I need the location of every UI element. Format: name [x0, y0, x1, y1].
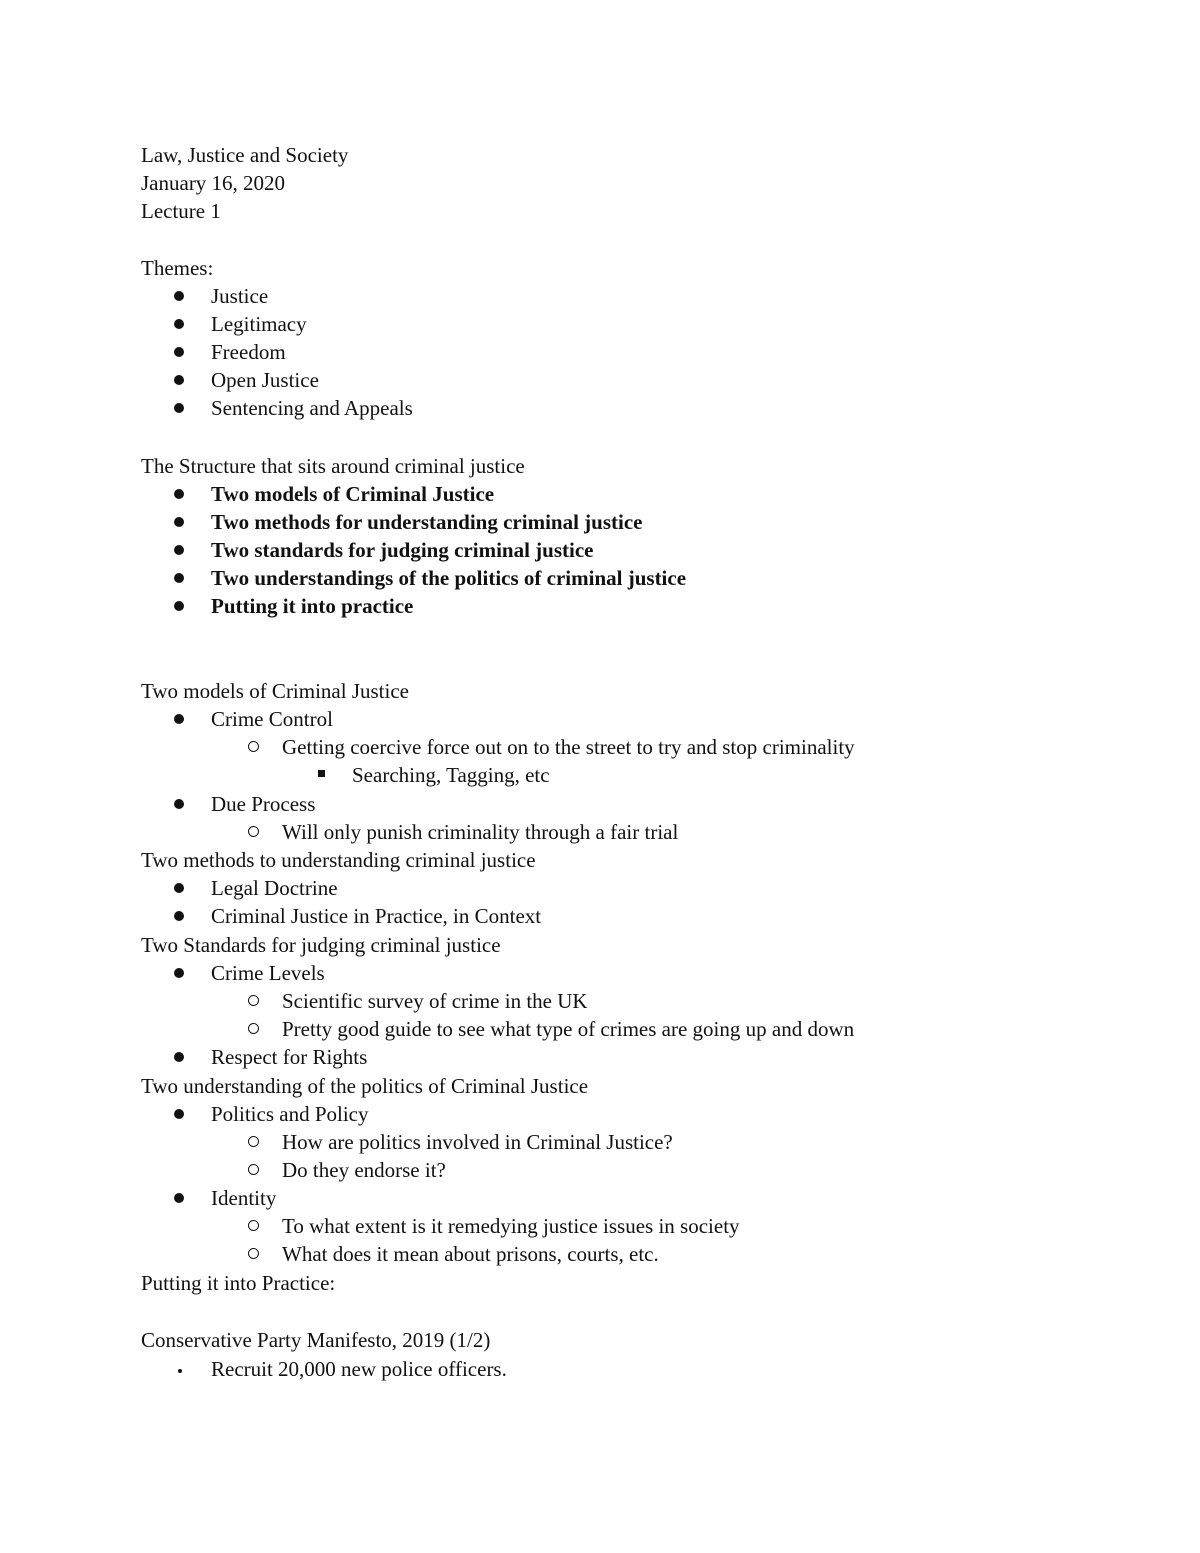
identity-detail: To what extent is it remedying justice issues in society — [282, 1214, 740, 1238]
theme-item: Justice — [211, 284, 269, 308]
model-crime-control: Crime Control — [211, 707, 333, 731]
circle-bullet-icon — [248, 1248, 259, 1259]
crime-control-detail: Getting coercive force out on to the street to try and stop criminality — [282, 735, 855, 759]
bullet-icon — [174, 911, 184, 921]
standard-crime-levels: Crime Levels — [211, 961, 325, 985]
due-process-detail: Will only punish criminality through a fair trial — [282, 820, 679, 844]
square-bullet-icon — [318, 770, 325, 777]
method-item: Legal Doctrine — [211, 876, 338, 900]
bullet-icon — [174, 347, 184, 357]
manifesto-heading: Conservative Party Manifesto, 2019 (1/2) — [141, 1328, 491, 1352]
standard-respect-rights: Respect for Rights — [211, 1045, 368, 1069]
crime-control-example: Searching, Tagging, etc — [352, 763, 550, 787]
structure-heading: The Structure that sits around criminal justice — [141, 454, 525, 478]
circle-bullet-icon — [248, 1023, 259, 1034]
bullet-icon — [174, 489, 184, 499]
course-title: Law, Justice and Society — [141, 143, 349, 167]
crime-levels-detail: Pretty good guide to see what type of crimes are going up and down — [282, 1017, 855, 1041]
politics-policy: Politics and Policy — [211, 1102, 369, 1126]
bullet-icon — [174, 883, 184, 893]
theme-item: Open Justice — [211, 368, 319, 392]
manifesto-item: Recruit 20,000 new police officers. — [211, 1357, 507, 1381]
bullet-icon — [174, 1052, 184, 1062]
bullet-icon — [174, 714, 184, 724]
bullet-icon — [174, 1193, 184, 1203]
circle-bullet-icon — [248, 741, 259, 752]
circle-bullet-icon — [248, 1220, 259, 1231]
bullet-icon — [174, 545, 184, 555]
bullet-icon — [174, 573, 184, 583]
circle-bullet-icon — [248, 826, 259, 837]
bullet-icon — [174, 403, 184, 413]
standards-heading: Two Standards for judging criminal justice — [141, 933, 501, 957]
theme-item: Freedom — [211, 340, 286, 364]
circle-bullet-icon — [248, 1136, 259, 1147]
crime-levels-detail: Scientific survey of crime in the UK — [282, 989, 588, 1013]
politics-heading: Two understanding of the politics of Criminal Justice — [141, 1074, 589, 1098]
politics-identity: Identity — [211, 1186, 277, 1210]
methods-heading: Two methods to understanding criminal justice — [141, 848, 536, 872]
structure-item: Putting it into practice — [211, 594, 414, 618]
model-due-process: Due Process — [211, 792, 316, 816]
structure-item: Two standards for judging criminal justice — [211, 538, 594, 562]
lecture-date: January 16, 2020 — [141, 171, 286, 195]
bullet-icon — [174, 968, 184, 978]
identity-detail: What does it mean about prisons, courts, etc. — [282, 1242, 659, 1266]
bullet-icon — [174, 799, 184, 809]
practice-heading: Putting it into Practice: — [141, 1271, 336, 1295]
lecture-number: Lecture 1 — [141, 199, 221, 223]
bullet-icon — [174, 319, 184, 329]
bullet-icon — [174, 517, 184, 527]
bullet-icon — [174, 375, 184, 385]
bullet-icon — [174, 601, 184, 611]
method-item: Criminal Justice in Practice, in Context — [211, 904, 542, 928]
politics-policy-detail: How are politics involved in Criminal Justice? — [282, 1130, 673, 1154]
bullet-icon — [174, 291, 184, 301]
politics-policy-detail: Do they endorse it? — [282, 1158, 446, 1182]
themes-heading: Themes: — [141, 256, 214, 280]
theme-item: Sentencing and Appeals — [211, 396, 413, 420]
small-bullet-icon — [178, 1369, 182, 1373]
bullet-icon — [174, 1109, 184, 1119]
circle-bullet-icon — [248, 995, 259, 1006]
theme-item: Legitimacy — [211, 312, 307, 336]
structure-item: Two understandings of the politics of criminal justice — [211, 566, 687, 590]
structure-item: Two models of Criminal Justice — [211, 482, 495, 506]
structure-item: Two methods for understanding criminal justice — [211, 510, 643, 534]
circle-bullet-icon — [248, 1164, 259, 1175]
models-heading: Two models of Criminal Justice — [141, 679, 409, 703]
